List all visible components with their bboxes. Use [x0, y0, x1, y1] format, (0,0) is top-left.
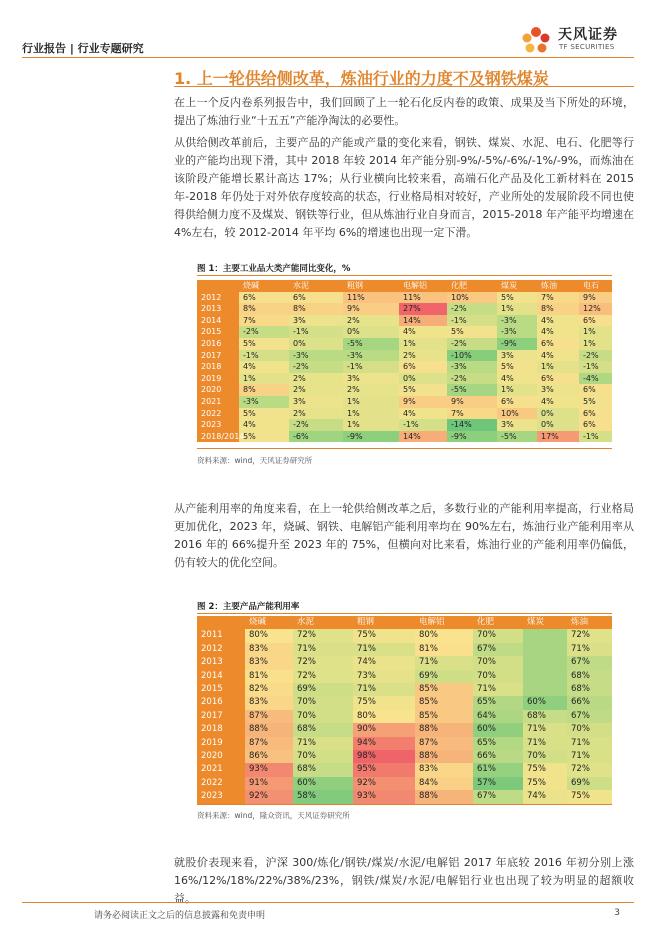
column-header: 粗钢	[343, 280, 399, 292]
table-cell: -1%	[579, 431, 612, 443]
table-cell: -3%	[497, 315, 537, 327]
table-cell: 65%	[473, 696, 523, 709]
table-cell: 27%	[399, 303, 447, 315]
column-header: 水泥	[289, 280, 343, 292]
table-cell: 70%	[523, 750, 567, 763]
table-cell: 4%	[537, 350, 579, 362]
table-cell: 83%	[415, 763, 473, 776]
table-cell: 66%	[473, 750, 523, 763]
table-cell: 75%	[523, 763, 567, 776]
table-cell: 94%	[353, 737, 415, 750]
table-cell: 6%	[579, 384, 612, 396]
table-cell: 72%	[567, 763, 612, 776]
row-year-label: 2019	[197, 737, 245, 750]
table-cell: 67%	[567, 656, 612, 669]
table-row	[197, 373, 612, 385]
table-cell: 72%	[293, 629, 353, 642]
table-cell: 2%	[343, 315, 399, 327]
table-cell: 4%	[537, 326, 579, 338]
table-cell: 71%	[293, 737, 353, 750]
table-cell: 3%	[537, 384, 579, 396]
table-cell: -14%	[447, 419, 497, 431]
table-cell: -3%	[497, 326, 537, 338]
table-cell: 64%	[473, 710, 523, 723]
column-header: 炼油	[567, 616, 612, 629]
header-divider	[22, 57, 634, 58]
table-cell: 5%	[579, 396, 612, 408]
column-header: 粗钢	[353, 616, 415, 629]
table-cell: 72%	[293, 670, 353, 683]
footer-divider	[22, 902, 634, 903]
table-row	[197, 763, 612, 776]
row-year-label: 2017	[197, 710, 245, 723]
table-cell: 6%	[239, 292, 289, 304]
figure2-top-rule	[197, 613, 612, 614]
table-row	[197, 629, 612, 642]
table-cell: 6%	[497, 396, 537, 408]
table-cell: -2%	[239, 326, 289, 338]
table-cell: 70%	[473, 670, 523, 683]
row-year-label: 2012	[197, 643, 245, 656]
table-cell: -1%	[447, 315, 497, 327]
table-cell: 88%	[415, 790, 473, 803]
table-cell: 71%	[415, 656, 473, 669]
row-year-label: 2013	[197, 303, 239, 315]
table-cell: -3%	[239, 396, 289, 408]
table-cell: -5%	[343, 338, 399, 350]
table-cell: 3%	[497, 419, 537, 431]
table-cell: 4%	[537, 396, 579, 408]
table-row	[197, 643, 612, 656]
row-year-label: 2016	[197, 696, 245, 709]
table-cell: 71%	[473, 683, 523, 696]
table-cell: 66%	[567, 696, 612, 709]
table-cell	[523, 683, 567, 696]
table-cell: 14%	[399, 431, 447, 443]
table-row	[197, 396, 612, 408]
table-cell: 2%	[289, 408, 343, 420]
row-year-label: 2022	[197, 408, 239, 420]
row-year-label: 2020	[197, 750, 245, 763]
table-header-row	[197, 616, 612, 629]
table-cell: 11%	[343, 292, 399, 304]
table-cell: 8%	[239, 303, 289, 315]
table-cell: 1%	[537, 361, 579, 373]
table-cell: 98%	[353, 750, 415, 763]
table-row	[197, 303, 612, 315]
table-cell: 10%	[447, 292, 497, 304]
table-cell: 75%	[523, 777, 567, 790]
table-cell: 6%	[537, 338, 579, 350]
table-cell: -9%	[343, 431, 399, 443]
table-cell: 7%	[537, 292, 579, 304]
paragraph-1: 在上一个反内卷系列报告中，我们回顾了上一轮石化反内卷的政策、成果及当下所处的环境，提出了炼油行业“十五五”产能净淘汰的必要性。	[174, 96, 634, 127]
table-cell: 71%	[567, 643, 612, 656]
table-cell: 83%	[245, 696, 293, 709]
table-cell: -5%	[447, 384, 497, 396]
table-cell: 5%	[497, 292, 537, 304]
table-cell: 71%	[567, 737, 612, 750]
table-cell: 9%	[447, 396, 497, 408]
table-cell: 8%	[239, 384, 289, 396]
table-cell: 85%	[415, 710, 473, 723]
utilization-table	[197, 616, 612, 804]
table-cell: 0%	[289, 338, 343, 350]
table-cell: 1%	[343, 408, 399, 420]
table-cell: 87%	[245, 737, 293, 750]
row-year-label: 2023	[197, 790, 245, 803]
table-cell: 2%	[399, 350, 447, 362]
logo-chinese: 天风证券	[558, 27, 618, 43]
table-row	[197, 338, 612, 350]
table-cell: 3%	[289, 396, 343, 408]
table-cell: 6%	[579, 315, 612, 327]
table-cell: 92%	[245, 790, 293, 803]
table-cell: 68%	[567, 670, 612, 683]
table-cell: 93%	[353, 790, 415, 803]
table-cell: 71%	[353, 683, 415, 696]
table-row	[197, 408, 612, 420]
table-cell: 10%	[497, 408, 537, 420]
table-cell: 70%	[567, 723, 612, 736]
table-cell: 9%	[343, 303, 399, 315]
table-cell: 73%	[353, 670, 415, 683]
table-cell: 9%	[579, 292, 612, 304]
table-cell: -6%	[289, 431, 343, 443]
row-year-label: 2015	[197, 326, 239, 338]
table-cell: 6%	[399, 361, 447, 373]
row-year-label: 2014	[197, 315, 239, 327]
table-row	[197, 419, 612, 431]
table-cell: 1%	[497, 384, 537, 396]
table-cell: 6%	[579, 419, 612, 431]
table-cell: 92%	[353, 777, 415, 790]
table-cell: 90%	[353, 723, 415, 736]
column-header: 水泥	[293, 616, 353, 629]
column-header: 烧碱	[245, 616, 293, 629]
table-cell: -3%	[447, 361, 497, 373]
table-row	[197, 670, 612, 683]
row-year-label: 2020	[197, 384, 239, 396]
table-cell: 71%	[293, 643, 353, 656]
row-year-label: 2015	[197, 683, 245, 696]
table-cell: -1%	[579, 361, 612, 373]
table-cell: 81%	[245, 670, 293, 683]
table-cell: 7%	[447, 408, 497, 420]
table-cell: 6%	[537, 373, 579, 385]
table-cell: 1%	[239, 373, 289, 385]
row-year-label: 2022	[197, 777, 245, 790]
table-row	[197, 384, 612, 396]
column-header: 电解铝	[399, 280, 447, 292]
column-header: 烧碱	[239, 280, 289, 292]
table-row	[197, 723, 612, 736]
table-cell: 67%	[567, 710, 612, 723]
table-cell: 88%	[415, 750, 473, 763]
section-heading: 1. 上一轮供给侧改革，炼油行业的力度不及钢铁煤炭	[174, 69, 549, 88]
table-row	[197, 790, 612, 803]
table-cell: 5%	[239, 408, 289, 420]
table-cell: 70%	[293, 696, 353, 709]
column-header: 炼油	[537, 280, 579, 292]
table-cell: 60%	[523, 696, 567, 709]
heading-divider	[174, 86, 634, 87]
table-cell: 85%	[415, 696, 473, 709]
table-cell: 0%	[537, 408, 579, 420]
table-cell: -1%	[289, 326, 343, 338]
table-cell: 84%	[415, 777, 473, 790]
table-cell: 2%	[343, 384, 399, 396]
table-cell: 0%	[399, 373, 447, 385]
figure2-bottom-rule	[197, 804, 612, 805]
table-cell: 6%	[289, 292, 343, 304]
corner-header-cell	[197, 280, 239, 292]
table-cell: 1%	[399, 338, 447, 350]
table-header-row	[197, 280, 612, 292]
table-cell: 3%	[343, 373, 399, 385]
table-cell: 4%	[239, 419, 289, 431]
table-cell: 72%	[567, 629, 612, 642]
table-cell: -9%	[497, 338, 537, 350]
figure1-source: 资料来源：wind，天风证券研究所	[197, 456, 313, 465]
row-year-label: 2016	[197, 338, 239, 350]
table-cell: 11%	[399, 292, 447, 304]
paragraph-2: 从供给侧改革前后，主要产品的产能或产量的变化来看，钢铁、煤炭、水泥、电石、化肥等行业的产能均出现下滑，其中 2018 年较 2014 年产能分别-9%/-5%/-6%/-1%/-9%，而炼油在该阶段产能增长累计高达 17%；从行业横向比较来看，高端石化产品及化工新材料在 2015 年-2018 年仍处于对外依存度较高的状态，行业格局相对较好，产业所处的发展阶段不同也使得供给侧力度不及煤炭、钢铁等行业，但从炼油行业自身而言，2015-2018 年产能平均增速在 4%左右，较 2012-2014 年平均 6%的增速也出现一定下滑。	[174, 136, 634, 239]
row-year-label: 2018/2014	[197, 431, 239, 443]
table-cell: 68%	[567, 683, 612, 696]
paragraph-3: 从产能利用率的角度来看，在上一轮供给侧改革之后，多数行业的产能利用率提高，行业格局更加优化，2023 年，烧碱、钢铁、电解铝产能利用率均在 90%左右，炼油行业产能利用率从 2016 年的 66%提升至 2023 年的 75%，但横向对比来看，炼油行业的产能利用率仍偏低，仍有较大的优化空间。	[174, 502, 634, 569]
table-row	[197, 710, 612, 723]
table-cell: 4%	[399, 326, 447, 338]
table-row	[197, 750, 612, 763]
table-cell: 69%	[567, 777, 612, 790]
table-cell: 5%	[447, 326, 497, 338]
table-cell: 80%	[245, 629, 293, 642]
figure1-title: 图 1：主要工业品大类产能同比变化，%	[197, 264, 351, 274]
table-cell: 87%	[415, 737, 473, 750]
table-cell: 4%	[399, 408, 447, 420]
table-cell: 9%	[399, 396, 447, 408]
table-cell: -1%	[343, 361, 399, 373]
table-row	[197, 292, 612, 304]
table-cell: -1%	[239, 350, 289, 362]
table-cell: 14%	[399, 315, 447, 327]
table-cell: 75%	[567, 790, 612, 803]
table-cell: 70%	[473, 656, 523, 669]
table-cell: 1%	[343, 419, 399, 431]
column-header: 电石	[579, 280, 612, 292]
row-year-label: 2021	[197, 396, 239, 408]
table-cell: 71%	[567, 750, 612, 763]
table-cell: 75%	[353, 629, 415, 642]
table-cell: -2%	[289, 419, 343, 431]
table-cell: -4%	[579, 373, 612, 385]
table-cell: -10%	[447, 350, 497, 362]
table-cell: 5%	[239, 431, 289, 443]
table-cell: 71%	[523, 723, 567, 736]
table-cell: -2%	[447, 373, 497, 385]
table-cell	[523, 629, 567, 642]
table-row	[197, 315, 612, 327]
table-cell: 5%	[497, 361, 537, 373]
flower-logo-icon	[518, 22, 554, 58]
table-row	[197, 737, 612, 750]
row-year-label: 2018	[197, 361, 239, 373]
row-year-label: 2019	[197, 373, 239, 385]
row-year-label: 2021	[197, 763, 245, 776]
row-year-label: 2011	[197, 629, 245, 642]
table-cell: -2%	[447, 303, 497, 315]
table-cell: 88%	[415, 723, 473, 736]
table-cell: 71%	[523, 737, 567, 750]
row-year-label: 2017	[197, 350, 239, 362]
table-cell: 2%	[289, 384, 343, 396]
table-cell: 2%	[289, 373, 343, 385]
table-cell: 12%	[579, 303, 612, 315]
table-cell: 4%	[497, 373, 537, 385]
figure2-source: 资料来源：wind，隆众资讯，天风证券研究所	[197, 811, 350, 820]
table-cell: 8%	[289, 303, 343, 315]
table-cell: 68%	[293, 763, 353, 776]
table-row	[197, 361, 612, 373]
table-cell: 58%	[293, 790, 353, 803]
table-cell: 93%	[245, 763, 293, 776]
table-cell: 67%	[473, 643, 523, 656]
table-cell: 83%	[245, 643, 293, 656]
table-cell: -2%	[289, 361, 343, 373]
table-cell: 65%	[473, 737, 523, 750]
table-cell: -1%	[399, 419, 447, 431]
table-cell: 69%	[293, 683, 353, 696]
column-header: 煤炭	[497, 280, 537, 292]
row-year-label: 2013	[197, 656, 245, 669]
table-cell: -2%	[579, 350, 612, 362]
table-cell: 1%	[497, 303, 537, 315]
table-cell: 6%	[579, 408, 612, 420]
table-cell: -2%	[447, 338, 497, 350]
table-row	[197, 696, 612, 709]
table-cell: 74%	[353, 656, 415, 669]
table-cell: 57%	[473, 777, 523, 790]
table-row	[197, 656, 612, 669]
table-cell: 72%	[293, 656, 353, 669]
table-cell	[523, 670, 567, 683]
table-cell: 82%	[245, 683, 293, 696]
table-cell: 4%	[239, 361, 289, 373]
row-year-label: 2014	[197, 670, 245, 683]
column-header: 电解铝	[415, 616, 473, 629]
figure1-top-rule	[197, 275, 612, 276]
table-cell: 5%	[239, 338, 289, 350]
table-cell	[523, 643, 567, 656]
table-cell: 80%	[415, 629, 473, 642]
table-cell: 68%	[293, 723, 353, 736]
table-cell: 88%	[245, 723, 293, 736]
table-row	[197, 350, 612, 362]
table-cell: 86%	[245, 750, 293, 763]
figure2-title: 图 2：主要产品产能利用率	[197, 602, 300, 612]
footer-disclaimer: 请务必阅读正文之后的信息披露和免责申明	[94, 911, 266, 921]
figure1-bottom-rule	[197, 448, 612, 449]
page-number: 3	[614, 908, 620, 918]
table-cell: 85%	[415, 683, 473, 696]
table-cell: 70%	[293, 750, 353, 763]
table-cell: 5%	[399, 384, 447, 396]
table-cell: 60%	[473, 723, 523, 736]
column-header: 化肥	[473, 616, 523, 629]
table-cell: 61%	[473, 763, 523, 776]
table-cell: 75%	[353, 696, 415, 709]
table-cell: 7%	[239, 315, 289, 327]
table-cell: 1%	[579, 338, 612, 350]
row-year-label: 2023	[197, 419, 239, 431]
table-cell: 74%	[523, 790, 567, 803]
table-cell: 70%	[473, 629, 523, 642]
table-cell: 68%	[523, 710, 567, 723]
paragraph-4: 就股价表现来看，沪深 300/炼化/钢铁/煤炭/水泥/电解铝 2017 年底较 2016 年初分别上涨 16%/12%/18%/22%/38%/23%，钢铁/煤炭/水泥/电解铝行业也出现了较为明显的超额收益。	[174, 856, 634, 905]
table-cell: 60%	[293, 777, 353, 790]
table-cell: 1%	[579, 326, 612, 338]
capacity-change-table	[197, 280, 612, 442]
table-cell: 0%	[537, 419, 579, 431]
table-cell: 8%	[537, 303, 579, 315]
table-cell: 0%	[343, 326, 399, 338]
column-header: 煤炭	[523, 616, 567, 629]
table-cell: 67%	[473, 790, 523, 803]
table-row	[197, 326, 612, 338]
table-cell: 4%	[537, 315, 579, 327]
table-cell: -3%	[289, 350, 343, 362]
table-cell: -9%	[447, 431, 497, 443]
corner-header-cell	[197, 616, 245, 629]
row-year-label: 2018	[197, 723, 245, 736]
table-cell: 95%	[353, 763, 415, 776]
table-cell: 69%	[415, 670, 473, 683]
table-cell: 3%	[289, 315, 343, 327]
table-cell: 81%	[415, 643, 473, 656]
table-cell: -3%	[343, 350, 399, 362]
table-cell: 1%	[343, 396, 399, 408]
table-cell: 91%	[245, 777, 293, 790]
table-cell: -5%	[497, 431, 537, 443]
table-row	[197, 683, 612, 696]
company-logo	[518, 22, 638, 58]
report-category: 行业报告 | 行业专题研究	[22, 42, 144, 55]
table-cell: 83%	[245, 656, 293, 669]
logo-english: TF SECURITIES	[559, 43, 615, 51]
table-cell: 17%	[537, 431, 579, 443]
table-cell: 80%	[353, 710, 415, 723]
table-cell	[523, 656, 567, 669]
table-row	[197, 431, 612, 443]
table-cell: 3%	[497, 350, 537, 362]
table-cell: 70%	[293, 710, 353, 723]
table-cell: 71%	[353, 643, 415, 656]
row-year-label: 2012	[197, 292, 239, 304]
table-cell: 87%	[245, 710, 293, 723]
table-row	[197, 777, 612, 790]
column-header: 化肥	[447, 280, 497, 292]
